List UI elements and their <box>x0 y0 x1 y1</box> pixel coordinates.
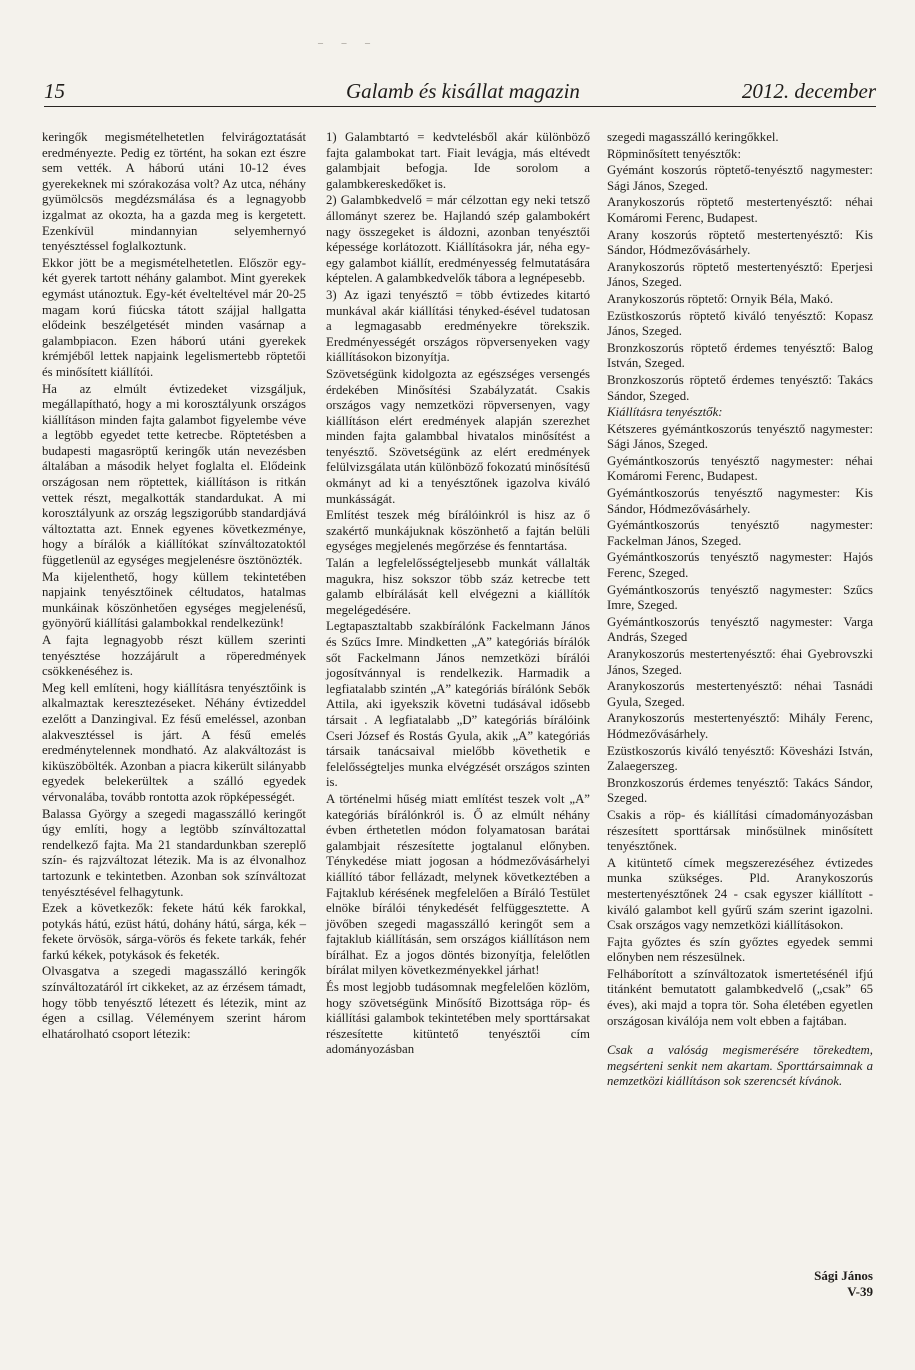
scan-marks: ‒ ‒ ‒ <box>318 38 378 49</box>
paragraph: Csakis a röp- és kiállítási címadományozásban részesített sporttársak minősülnek minősített tenyésztőnek. <box>607 807 873 854</box>
issue-date: 2012. december <box>741 79 876 103</box>
award-entry: Aranykoszorús röptető mestertenyésztő: néhai Komáromi Ferenc, Budapest. <box>607 195 873 225</box>
award-entry: Bronzkoszorús röptető érdemes tenyésztő: Takács Sándor, Szeged. <box>607 372 873 403</box>
paragraph: Balassa György a szegedi magasszálló keringőt úgy említi, hogy a legtöbb színváltozattal rendelkező fajta. Ma 21 standardunkban szereplő szín- és rajzváltozat létezik. Ma is az élvonalhoz tartozunk e tekintetben. Azonban sok színváltozat tenyésztésével felhagytunk. <box>42 806 306 899</box>
paragraph: keringők megismételhetetlen felvirágoztatását eredményezte. Pedig ez történt, ha sokan ezt észre sem vették. A háború utáni 10-12 éves gyerekeknek mi szórakozása volt? Az utca, néhány gyümölcsös megdézsmálása és a legnagyobb izgalmat az okozta, ha a gazda meg is kergetett. Ezenkívül mindannyian selyemhernyó tenyésztéssel foglalkoztunk. <box>42 130 306 254</box>
paragraph: 1) Galambtartó = kedvtelésből akár különböző fajta galambokat tart. Fiait levágja, más eltévedt galambjait befogja. Ide sorolom a galambkereskedőket is. <box>326 130 590 191</box>
award-entry: Gyémántkoszorús tenyésztő nagymester: Varga András, Szeged <box>607 614 873 645</box>
award-entry: Gyémántkoszorús tenyésztő nagymester: Kis Sándor, Hódmezővásárhely. <box>607 486 873 516</box>
award-entry: Ezüstkoszorús kiváló tenyésztő: Kövesházi István, Zalaegerszeg. <box>607 743 873 774</box>
page-header <box>44 78 876 107</box>
closing-note: Csak a valóság megismerésére törekedtem, megsérteni senkit nem akartam. Sporttársaimnak a nemzetközi kiállításon sok szerencsét kívánok. <box>607 1043 873 1089</box>
award-entry: Aranykoszorús mestertenyésztő: éhai Gyebrovszki János, Szeged. <box>607 647 873 677</box>
paragraph: Ha az elmúlt évtizedeket vizsgáljuk, megállapítható, hogy a mi korosztályunk országos kiállításon minden fajta galambot figyelembe véve a legtöbb egyedet tette ketrecbe. Röptetésben a budapesti magasröptű keringők után nevezésben általában a második helyet foglalta el. Elődeink országosan nem röptettek, kiállításon is ritkán vettek részt, megalkották standardukat. A mi korosztályunk az ország legszigorúbb standardjává változtatta azt. Ennek egyenes következménye, hogy a bírálók a kiállítókat színváltozatoktól függetlenül az egységes megjelenésre ösztönözték. <box>42 381 306 568</box>
award-entry: Gyémántkoszorús tenyésztő nagymester: Szűcs Imre, Szeged. <box>607 582 873 613</box>
paragraph: 2) Galambkedvelő = már célzottan egy neki tetsző állományt szerez be. Hajlandó szép galambokért nagy összegeket is áldozni, azonban tenyésztői képessége korlátozott. Kiállításokra jár, néha egy-egy galambot kiállít, eredményesség felmutatására képtelen. A galambkedvelők tábora a legnépesebb. <box>326 193 590 286</box>
paragraph: Fajta győztes és szín győztes egyedek semmi előnyben nem részesülnek. <box>607 934 873 965</box>
page-number: 15 <box>44 79 65 103</box>
member-code: V-39 <box>847 1284 873 1299</box>
paragraph: 3) Az igazi tenyésztő = több évtizedes kitartó munkával akár kiállítási tényked-ésével tudatosan a legmagasabb eredményekre törekszik. Eredményességét országos röpversenyeken vagy kiállításokon bizonyítja. <box>326 287 590 365</box>
section-heading: Kiállításra tenyésztők: <box>607 405 723 420</box>
award-entry: Gyémánt koszorús röptető-tenyésztő nagymester: Sági János, Szeged. <box>607 163 873 193</box>
article-column-1 <box>42 130 306 1042</box>
award-entry: Arany koszorús röptető mestertenyésztő: Kis Sándor, Hódmezővásárhely. <box>607 227 873 258</box>
award-entry: Ezüstkoszorús röptető kiváló tenyésztő: Kopasz János, Szeged. <box>607 308 873 339</box>
paragraph: Felháborított a színváltozatok ismertetésénél ifjú titánként bemutatott galambkedvelő („csak” 65 éves), aki majd a topra tör. Soha életében egyetlen országosan kiválója nem volt ebben a fajtában. <box>607 966 873 1028</box>
article-column-2 <box>326 130 590 1058</box>
paragraph: A kitüntető címek megszerezéséhez évtizedes munka szükséges. Pld. Aranykoszorús mestertenyésztőnek 24 - csak egyszer kiállított - kiváló galambot kell gyűrű szám szerint igazolni. Csak országos vagy nemzetközi kiállításokon. <box>607 855 873 933</box>
paragraph: Szövetségünk kidolgozta az egészséges versengés érdekében Minősítési Szabályzatát. Csakis országos vagy nemzetközi röpversenyen, vagy kiállításon elért eredmények alapján szerezhet minden fajta galambbal hivatalos minősítést a tenyésztő. Szövetségünk az elért eredmények felülvizsgálata után különböző fokozatú minősítésű okmányt ad ki a tenyésztőnek igazolva kiváló munkásságát. <box>326 366 590 506</box>
paragraph: Említést teszek még bírálóinkról is hisz az ő szakértő munkájuknak köszönhető a fajtán belüli egységes megjelenés megőrzése és fenntartása. <box>326 508 590 554</box>
paragraph: Ma kijelenthető, hogy küllem tekintetében napjaink tenyésztőinek céltudatos, hatalmas munkáinak köszönhetően egységes megjelenésű, gyönyörű kiállítási galambokkal rendelkezünk! <box>42 569 306 631</box>
paragraph: Talán a legfelelősségteljesebb munkát vállalták magukra, hisz sokszor több száz ketrecbe tett galamb elbírálását kell elvégezni a kiállítók megelégedésére. <box>326 556 590 617</box>
paragraph: Olvasgatva a szegedi magasszálló keringők színváltozatáról írt cikkeket, az az érzésem támadt, hogy több tenyésztő létezett és létezik, mint az égen a csillag. Véleményem szerint három elhatárolható csoport létezik: <box>42 964 306 1041</box>
paragraph: Meg kell említeni, hogy kiállításra tenyésztőink is alkalmaztak keresztezéseket. Néhány évtizeddel ezelőtt a Danzingival. Ez fésű emeléssel, azonban alakvesztéssel is járt. A fésű emelés eredménytelennek mondható. Az alakváltozást is kiküszöbölték. Azonban a piacra kikerült silányabb egyedek belekerültek a szálló egyedek vérvonalába, tovább rontotta azok röpképességét. <box>42 680 306 804</box>
award-entry: Gyémántkoszorús tenyésztő nagymester: Fackelman János, Szeged. <box>607 518 873 548</box>
award-entry: Gyémántkoszorús tenyésztő nagymester: Hajós Ferenc, Szeged. <box>607 550 873 581</box>
paragraph: A fajta legnagyobb részt küllem szerinti tenyésztése hozzájárult a röperedmények csökkenéséhez is. <box>42 633 306 679</box>
paragraph: szegedi magasszálló keringőkkel. <box>607 130 779 144</box>
award-entry: Gyémántkoszorús tenyésztő nagymester: néhai Komáromi Ferenc, Budapest. <box>607 453 873 484</box>
award-entry: Aranykoszorús mestertenyésztő: néhai Tasnádi Gyula, Szeged. <box>607 679 873 709</box>
magazine-title: Galamb és kisállat magazin <box>346 79 580 103</box>
award-entry: Aranykoszorús röptető mestertenyésztő: Eperjesi János, Szeged. <box>607 259 873 290</box>
paragraph: Legtapasztaltabb szakbírálónk Fackelmann János és Szűcs Imre. Mindketten „A” kategóriás bírálók sőt Fackelmann János nemzetközi bírálói jogosítvánnyal is rendelkezik. Harmadik a legfiatalabb szintén „A” kategóriás bírálónk Sebők Attila, aki igyekszik követni tudásával idősebb társait . A legfiatalabb „D” kategóriás bírálóink Cseri József és Rostás Gyula, akik „A” kategóriás társaik tanácsaival mielőbb követhetik e felelősségteljes munka elvégzését országos szinten is. <box>326 619 590 790</box>
paragraph: A történelmi hűség miatt említést teszek volt „A” kategóriás bírálónkról is. Ő az elmúlt néhány évben érthetetlen módon folyamatosan barátai galambjait részesítette jogtalanul előnyben. Ténykedése miatt jogosan a hódmezővásárhelyi kiállító tábor fellázadt, melynek következtében a Fajtaklub kérésének megfelelően a Bíráló Testület elnöke bírálói ténykedését felfüggesztette. A jövőben szegedi magasszálló keringőt sem a fajtaklub kiállításán, sem országos kiállításon nem bírálhat. Ez a jogos döntés bizonyítja, felelőtlen bírálat milyen következményekkel járhat! <box>326 791 590 978</box>
award-entry: Bronzkoszorús röptető érdemes tenyésztő: Balog István, Szeged. <box>607 340 873 371</box>
award-entry: Bronzkoszorús érdemes tenyésztő: Takács Sándor, Szeged. <box>607 775 873 806</box>
section-heading: Röpminősített tenyésztők: <box>607 146 741 161</box>
paragraph: Ekkor jött be a megismételhetetlen. Először egy-két gyerek tartott néhány galambot. Mint gyerekek egymást utánoztuk. Egy-két évelteltével már 20-25 magam korú fiúcska tátott szájjal hallgatta elődeink beszélgetését minden vasárnap a galambpiacon. Ezen háború utáni gyerekek krémjéből lettek napjaink legelismertebb röptetői és minősített kiállítói. <box>42 255 306 379</box>
author-name: Sági János <box>814 1268 873 1283</box>
paragraph: És most legjobb tudásomnak megfelelően közlöm, hogy szövetségünk Minősítő Bizottsága röp- és kiállítási galambok tekintetében mely sporttársakat részesítette kitüntető tenyésztői cím adományozásban <box>326 980 590 1057</box>
article-column-3 <box>607 130 873 1090</box>
award-entry: Aranykoszorús mestertenyésztő: Mihály Ferenc, Hódmezővásárhely. <box>607 711 873 741</box>
award-entry: Aranykoszorús röptető: Ornyik Béla, Makó. <box>607 291 834 306</box>
author-signature <box>814 1268 873 1300</box>
award-entry: Kétszeres gyémántkoszorús tenyésztő nagymester: Sági János, Szeged. <box>607 421 873 452</box>
paragraph: Ezek a következők: fekete hátú kék farokkal, potykás hátú, ezüst hátú, dohány hátú, sárga, kék – fekete örvösök, sárga-vörös és fekete tarkák, fehér farkú kékek, potykások és feketék. <box>42 901 306 962</box>
